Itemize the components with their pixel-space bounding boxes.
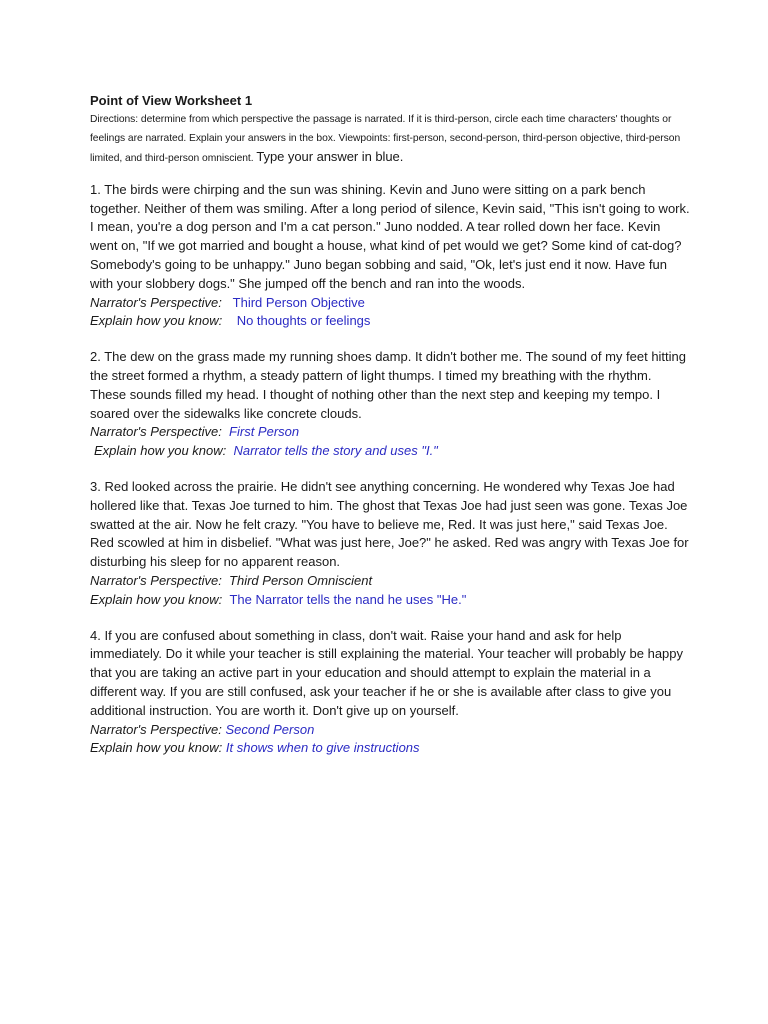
question-3-perspective-row xyxy=(90,572,690,591)
question-1-perspective-answer[interactable]: Third Person Objective xyxy=(232,294,365,310)
question-4 xyxy=(90,627,690,759)
worksheet-page xyxy=(90,92,690,758)
question-2-explain-answer[interactable]: Narrator tells the story and uses "I." xyxy=(233,443,438,459)
explain-label: Explain how you know: xyxy=(90,591,223,607)
directions-instruction: Type your answer in blue. xyxy=(256,149,404,165)
question-4-perspective-answer[interactable]: Second Person xyxy=(225,721,315,737)
question-3 xyxy=(90,478,690,610)
directions-text xyxy=(90,111,690,169)
worksheet-title: Point of View Worksheet 1 xyxy=(90,93,253,108)
question-1-explain-answer[interactable]: No thoughts or feelings xyxy=(236,313,371,329)
question-3-explain-row xyxy=(90,591,690,610)
question-1 xyxy=(90,181,690,331)
explain-label: Explain how you know: xyxy=(94,443,227,459)
question-1-explain-row xyxy=(90,312,690,331)
question-3-perspective-answer[interactable]: Third Person Omniscient xyxy=(229,572,373,588)
question-2-perspective-answer[interactable]: First Person xyxy=(229,424,300,440)
explain-label: Explain how you know: xyxy=(90,313,223,329)
question-4-passage: 4. If you are confused about something in class, don't wait. Raise your hand and ask for help immediately. Do it while your teacher is still explaining the material. Your teacher will probably be happy that you are taking an active part in your education and should attempt to explain the material in a different way. If you are still confused, ask your teacher if he or she is available after class to give you additional instruction. You are worth it. Don't give up on yourself. xyxy=(90,627,684,718)
explain-label: Explain how you know: xyxy=(90,740,223,756)
question-3-explain-answer[interactable]: The Narrator tells the nand he uses "He." xyxy=(229,591,467,607)
perspective-label: Narrator's Perspective: xyxy=(90,424,222,440)
question-1-passage: 1. The birds were chirping and the sun was shining. Kevin and Juno were sitting on a park bench together. Neither of them was smiling. After a long period of silence, Kevin said, "This isn't going to work. I mean, you're a dog person and I'm a cat person." Juno nodded. A tear rolled down her face. Kevin went on, "If we got married and bought a house, what kind of pet would we get? Some kind of cat-dog? Somebody's going to be unhappy." Juno began sobbing and said, "Ok, let's just end it now. Have fun with your slobbery dogs." She jumped off the bench and ran into the woods. xyxy=(90,181,690,291)
perspective-label: Narrator's Perspective: xyxy=(90,572,222,588)
question-4-perspective-row xyxy=(90,721,690,740)
directions-body: Directions: determine from which perspective the passage is narrated. If it is third-person, circle each time characters' thoughts or feelings are narrated. Explain your answers in the box. Viewpoints: first-person, second-person, third-person objective, third-person limited, and third-person omniscient. xyxy=(90,114,681,165)
question-4-explain-answer[interactable]: It shows when to give instructions xyxy=(225,740,420,756)
question-4-explain-row xyxy=(90,739,690,758)
question-2 xyxy=(90,348,690,461)
question-2-explain-row xyxy=(90,442,690,461)
question-3-passage: 3. Red looked across the prairie. He didn't see anything concerning. He wondered why Texas Joe had hollered like that. Texas Joe turned to him. The ghost that Texas Joe had just seen was gone. Texas Joe swatted at the air. Now he felt crazy. "You have to believe me, Red. It was just here," said Texas Joe. Red scowled at him in disbelief. "What was just here, Joe?" he asked. Red was angry with Texas Joe for disturbing his sleep for no apparent reason. xyxy=(90,478,689,570)
perspective-label: Narrator's Perspective: xyxy=(90,721,222,737)
question-2-passage: 2. The dew on the grass made my running shoes damp. It didn't bother me. The sound of my feet hitting the street formed a rhythm, a steady pattern of light thumps. I timed my breathing with the rhythm. These sounds filled my head. I thought of nothing other than the next step and keeping my tempo. I soared over the sidewalks like concrete clouds. xyxy=(90,349,687,421)
question-2-perspective-row xyxy=(90,423,690,442)
question-1-perspective-row xyxy=(90,294,690,313)
perspective-label: Narrator's Perspective: xyxy=(90,294,222,310)
